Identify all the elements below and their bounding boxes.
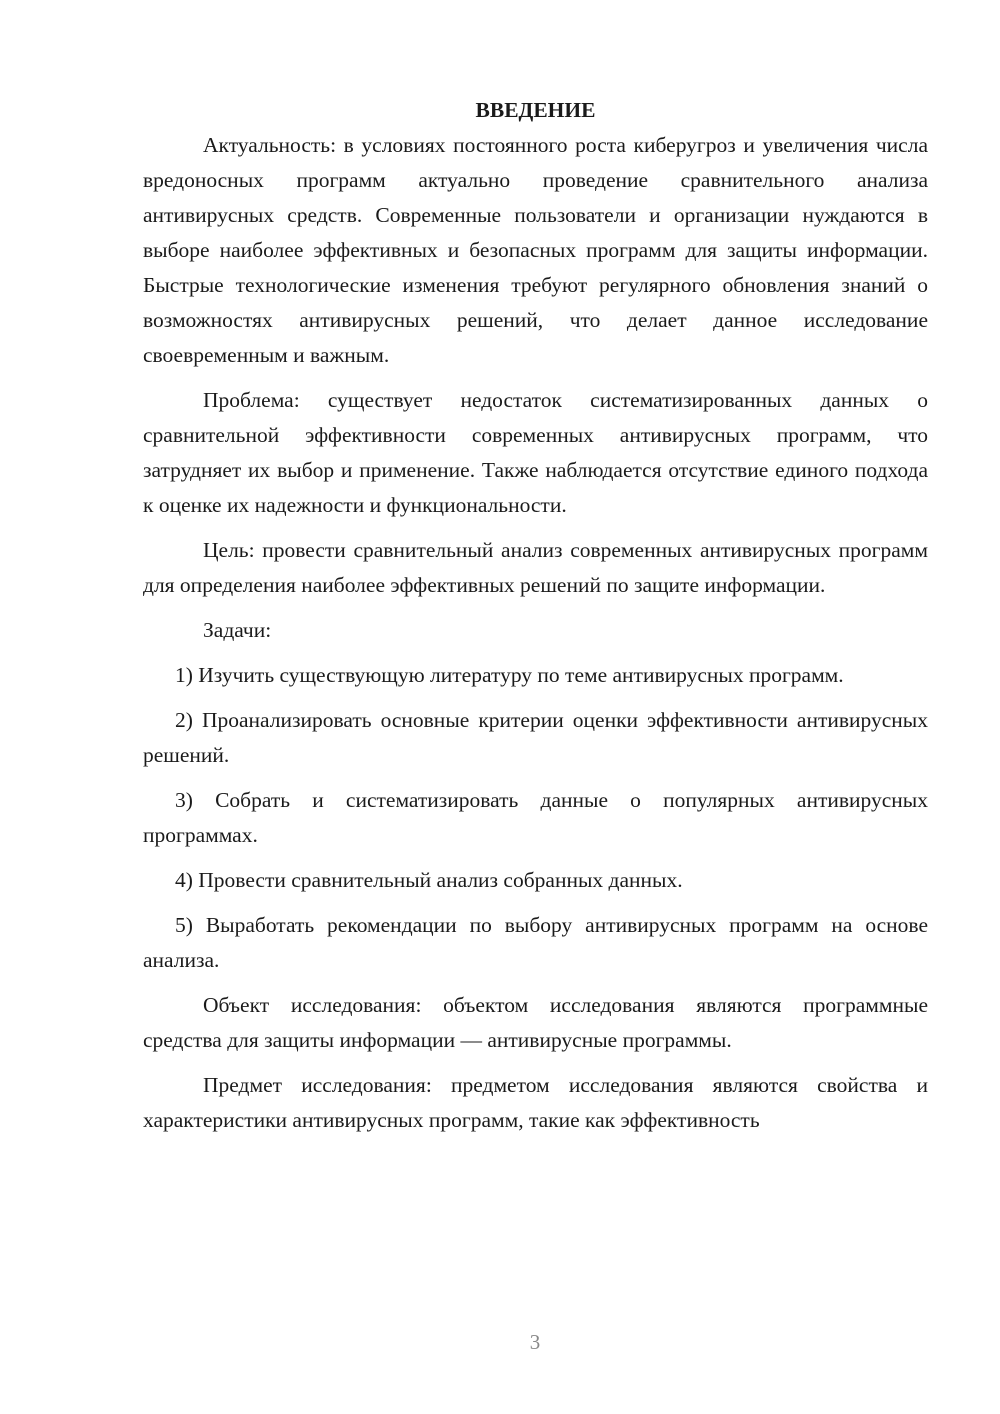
task-item: 4) Провести сравнительный анализ собранных данных. [175,868,683,892]
paragraph-object: Объект исследования: объектом исследования являются программные средства для защиты информации — антивирусные программы. [143,993,928,1052]
paragraph-subject: Предмет исследования: предметом исследования являются свойства и характеристики антивирусных программ, такие как эффективность [143,1073,928,1132]
section-heading: ВВЕДЕНИЕ [475,98,596,122]
task-item: 2) Проанализировать основные критерии оценки эффективности антивирусных решений. [143,708,928,767]
paragraph-problem: Проблема: существует недостаток систематизированных данных о сравнительной эффективности современных антивирусных программ, что затрудняет их выбор и применение. Также наблюдается отсутствие единого подхода к оценке их надежности и функциональности. [143,388,928,517]
paragraph-goal: Цель: провести сравнительный анализ современных антивирусных программ для определения наиболее эффективных решений по защите информации. [143,538,928,597]
paragraph-relevance: Актуальность: в условиях постоянного роста киберугроз и увеличения числа вредоносных программ актуально проведение сравнительного анализа антивирусных средств. Современные пользователи и организации нуждаются в выборе наиболее эффективных и безопасных программ для защиты информации. Быстрые технологические изменения требуют регулярного обновления знаний о возможностях антивирусных решений, что делает данное исследование своевременным и важным. [143,133,928,367]
task-item: 3) Собрать и систематизировать данные о популярных антивирусных программах. [143,788,928,847]
tasks-label: Задачи: [203,618,272,642]
task-item: 1) Изучить существующую литературу по теме антивирусных программ. [175,663,844,687]
page-content [143,93,928,1148]
task-item: 5) Выработать рекомендации по выбору антивирусных программ на основе анализа. [143,913,928,972]
task-list [143,658,928,978]
page-number: 3 [529,1330,541,1354]
